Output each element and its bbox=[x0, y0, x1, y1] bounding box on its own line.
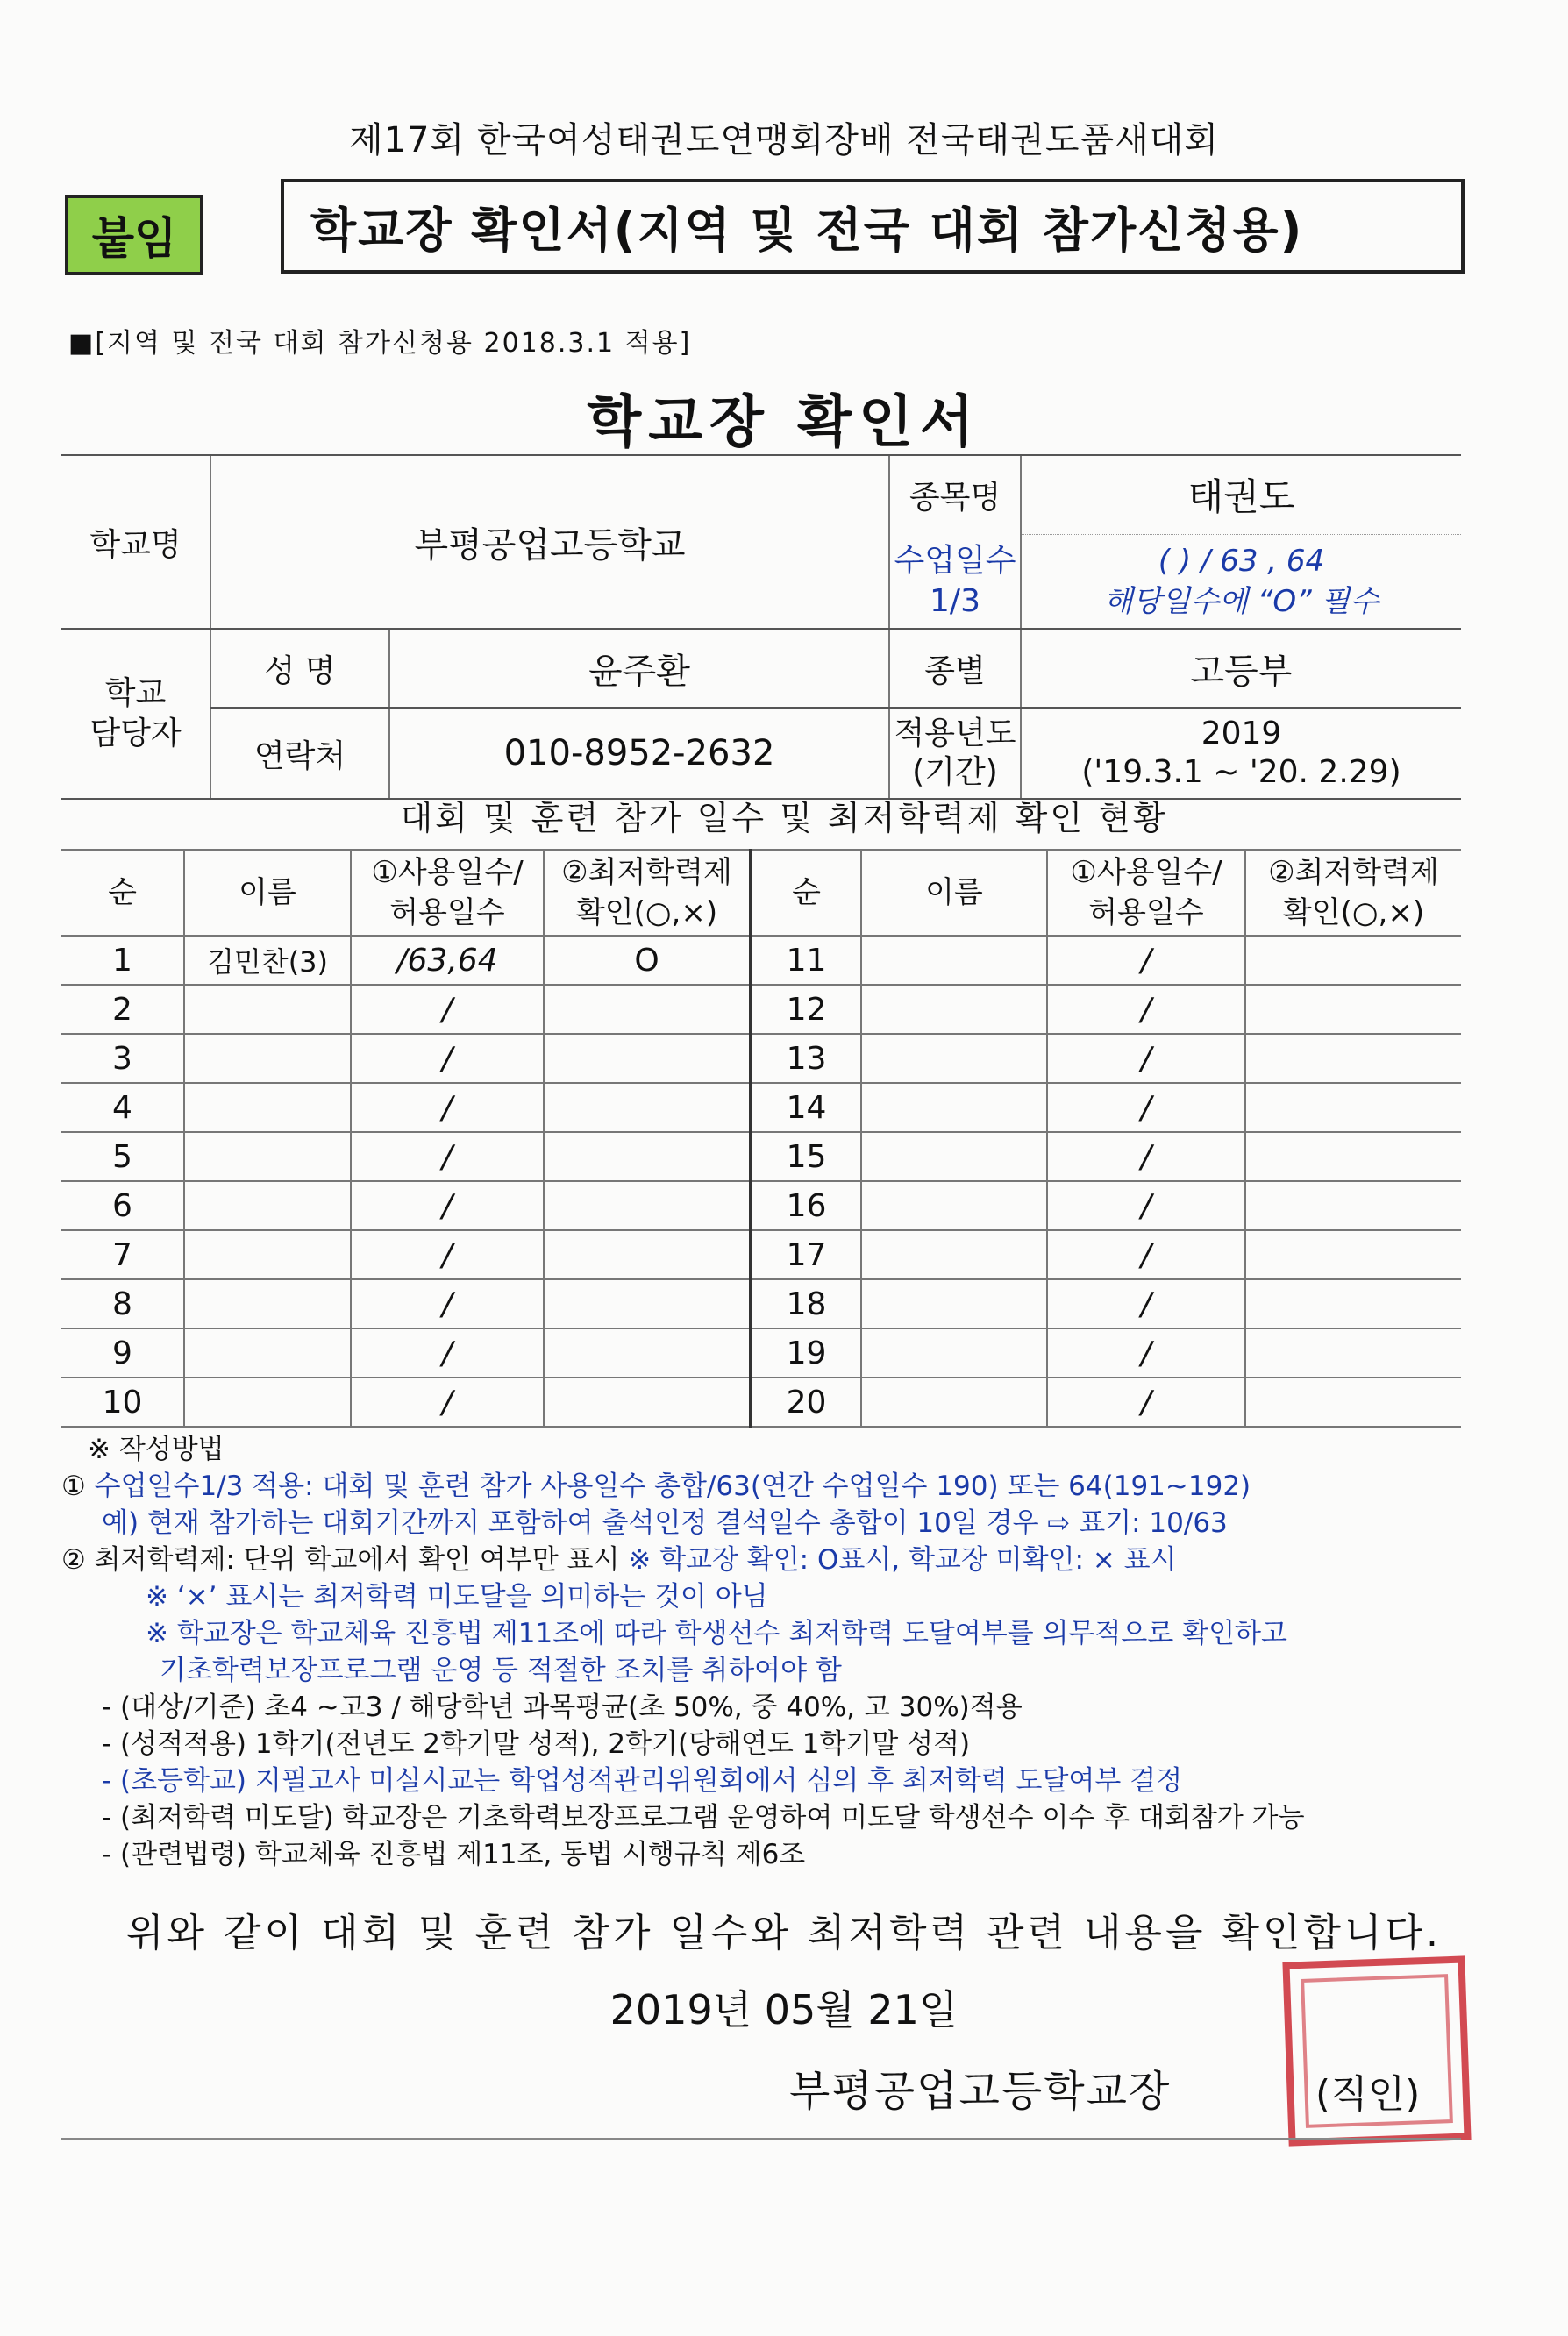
instruction-2 bbox=[61, 1542, 1473, 1578]
row-number-right: 19 bbox=[751, 1328, 861, 1378]
participant-name-right bbox=[861, 985, 1047, 1034]
academic-check-right bbox=[1245, 936, 1461, 985]
instruction-2-num: ② bbox=[61, 1544, 86, 1576]
participant-name-left bbox=[184, 1034, 351, 1083]
participant-name-right bbox=[861, 936, 1047, 985]
academic-check-right bbox=[1245, 1181, 1461, 1230]
class-days-value-1: ( ) / 63 , 64 bbox=[1158, 543, 1325, 579]
used-days-left: / bbox=[351, 1230, 544, 1279]
row-number-left: 10 bbox=[61, 1378, 184, 1427]
contact-label-1: 학교 bbox=[104, 675, 167, 711]
header-no-right: 순 bbox=[751, 850, 861, 936]
header-check-left-1: ②최저학력제 bbox=[561, 855, 732, 890]
header-days-left bbox=[351, 850, 544, 936]
academic-check-left bbox=[544, 1230, 751, 1279]
used-days-right: / bbox=[1047, 1132, 1245, 1181]
academic-check-right bbox=[1245, 1230, 1461, 1279]
header-days-right-1: ①사용일수/ bbox=[1070, 855, 1222, 890]
class-days-label-1: 수업일수 bbox=[894, 542, 1016, 579]
class-days-label-2: 1/3 bbox=[930, 582, 980, 619]
instruction-1-example: 예) 현재 참가하는 대회기간까지 포함하여 출석인정 결석일수 총합이 10일 경우 ⇨ 표기: 10/63 bbox=[102, 1507, 1228, 1539]
row-number-right: 20 bbox=[751, 1378, 861, 1427]
instruction-1 bbox=[61, 1468, 1473, 1505]
used-days-left: / bbox=[351, 985, 544, 1034]
attachment-badge: 붙임 bbox=[65, 195, 203, 275]
phone-value: 010-8952-2632 bbox=[389, 708, 889, 799]
used-days-left: / bbox=[351, 1378, 544, 1427]
instruction-2-label: 최저학력제: 단위 학교에서 확인 여부만 표시 bbox=[94, 1544, 620, 1576]
academic-check-left: O bbox=[544, 936, 751, 985]
participant-name-left bbox=[184, 1132, 351, 1181]
division-value: 고등부 bbox=[1021, 629, 1461, 708]
used-days-left: / bbox=[351, 1132, 544, 1181]
note-not-failing: ※ ‘×’ 표시는 최저학력 미도달을 의미하는 것이 아님 bbox=[146, 1581, 768, 1613]
participant-name-right bbox=[861, 1083, 1047, 1132]
school-label: 학교명 bbox=[61, 455, 210, 629]
academic-check-right bbox=[1245, 1279, 1461, 1328]
academic-check-right bbox=[1245, 1378, 1461, 1427]
instructions-heading: ※ 작성방법 bbox=[88, 1434, 225, 1465]
row-number-left: 2 bbox=[61, 985, 184, 1034]
row-number-left: 8 bbox=[61, 1279, 184, 1328]
participant-name-right bbox=[861, 1034, 1047, 1083]
row-number-right: 18 bbox=[751, 1279, 861, 1328]
participant-name-right bbox=[861, 1378, 1047, 1427]
row-number-right: 16 bbox=[751, 1181, 861, 1230]
rule-not-reached: - (최저학력 미도달) 학교장은 기초학력보장프로그램 운영하여 미도달 학생선수 이수 후 대회참가 가능 bbox=[102, 1802, 1305, 1834]
table-row bbox=[61, 1083, 1461, 1132]
year-value bbox=[1021, 708, 1461, 799]
event-title: 제17회 한국여성태권도연맹회장배 전국태권도품새대회 bbox=[348, 120, 1220, 160]
row-number-right: 13 bbox=[751, 1034, 861, 1083]
row-number-left: 6 bbox=[61, 1181, 184, 1230]
participant-name-right bbox=[861, 1230, 1047, 1279]
table-row bbox=[61, 1230, 1461, 1279]
used-days-right: / bbox=[1047, 1328, 1245, 1378]
participant-name-left bbox=[184, 1279, 351, 1328]
year-label-2: (기간) bbox=[912, 754, 998, 790]
row-number-left: 7 bbox=[61, 1230, 184, 1279]
division-label: 종별 bbox=[889, 629, 1021, 708]
table-row bbox=[61, 1132, 1461, 1181]
participant-name-left bbox=[184, 1181, 351, 1230]
academic-check-right bbox=[1245, 1034, 1461, 1083]
sport-label: 종목명 bbox=[889, 455, 1021, 534]
header-check-left-2: 확인(○,×) bbox=[575, 895, 718, 930]
header-name-left: 이름 bbox=[184, 850, 351, 936]
instruction-2-text: ※ 학교장 확인: O표시, 학교장 미확인: × 표시 bbox=[619, 1544, 1177, 1576]
year-label-1: 적용년도 bbox=[894, 716, 1016, 751]
header-check-left bbox=[544, 850, 751, 936]
form-title-box: 학교장 확인서(지역 및 전국 대회 참가신청용) bbox=[281, 179, 1465, 274]
participant-name-right bbox=[861, 1279, 1047, 1328]
year-value-2: ('19.3.1 ~ '20. 2.29) bbox=[1081, 754, 1401, 790]
header-days-right bbox=[1047, 850, 1245, 936]
name-label: 성 명 bbox=[210, 629, 389, 708]
participant-name-left bbox=[184, 985, 351, 1034]
used-days-right: / bbox=[1047, 985, 1245, 1034]
participant-name-left bbox=[184, 1230, 351, 1279]
academic-check-left bbox=[544, 1279, 751, 1328]
used-days-left: / bbox=[351, 1034, 544, 1083]
school-name: 부평공업고등학교 bbox=[210, 455, 889, 629]
sport-value: 태권도 bbox=[1021, 455, 1461, 534]
row-number-left: 1 bbox=[61, 936, 184, 985]
table-row bbox=[61, 1181, 1461, 1230]
academic-check-right bbox=[1245, 1132, 1461, 1181]
used-days-right: / bbox=[1047, 1034, 1245, 1083]
header-name-right: 이름 bbox=[861, 850, 1047, 936]
used-days-right: / bbox=[1047, 1083, 1245, 1132]
row-number-right: 17 bbox=[751, 1230, 861, 1279]
academic-check-left bbox=[544, 985, 751, 1034]
seal-label: (직인) bbox=[1315, 2072, 1421, 2117]
issue-date: 2019년 05월 21일 bbox=[609, 1986, 959, 2033]
header-check-right-1: ②최저학력제 bbox=[1268, 855, 1439, 890]
principal-name: 부평공업고등학교장 bbox=[789, 2067, 1172, 2116]
instruction-1-text: 대회 및 훈련 참가 사용일수 총합/63(연간 수업일수 190) 또는 64(191~192) bbox=[313, 1471, 1251, 1502]
document-title: 학교장 확인서 bbox=[587, 390, 981, 455]
used-days-right: / bbox=[1047, 1230, 1245, 1279]
header-no-left: 순 bbox=[61, 850, 184, 936]
phone-label: 연락처 bbox=[210, 708, 389, 799]
row-number-left: 9 bbox=[61, 1328, 184, 1378]
instruction-1-num: ① bbox=[61, 1471, 86, 1502]
used-days-right: / bbox=[1047, 1279, 1245, 1328]
participant-name-left: 김민찬(3) bbox=[184, 936, 351, 985]
participant-name-right bbox=[861, 1181, 1047, 1230]
row-number-right: 15 bbox=[751, 1132, 861, 1181]
year-value-1: 2019 bbox=[1201, 716, 1282, 751]
contact-label bbox=[61, 629, 210, 799]
academic-check-left bbox=[544, 1328, 751, 1378]
contact-label-2: 담당자 bbox=[89, 716, 182, 751]
table-row bbox=[61, 936, 1461, 985]
header-days-right-2: 허용일수 bbox=[1088, 895, 1204, 930]
table-row bbox=[61, 985, 1461, 1034]
academic-check-left bbox=[544, 1132, 751, 1181]
row-number-left: 4 bbox=[61, 1083, 184, 1132]
used-days-right: / bbox=[1047, 1181, 1245, 1230]
bottom-divider bbox=[61, 2138, 1461, 2140]
class-days-value-2: 해당일수에 “O” 필수 bbox=[1103, 583, 1379, 619]
table-row bbox=[61, 1328, 1461, 1378]
rule-target: - (대상/기준) 초4 ~고3 / 해당학년 과목평균(초 50%, 중 40%, 고 30%)적용 bbox=[102, 1691, 1023, 1723]
used-days-left: / bbox=[351, 1279, 544, 1328]
rule-grade-period: - (성적적용) 1학기(전년도 2학기말 성적), 2학기(당해연도 1학기말 성적) bbox=[102, 1728, 971, 1760]
table-row bbox=[61, 1034, 1461, 1083]
row-number-right: 11 bbox=[751, 936, 861, 985]
apply-note: ■[지역 및 전국 대회 참가신청용 2018.3.1 적용] bbox=[68, 328, 692, 359]
used-days-left: / bbox=[351, 1083, 544, 1132]
academic-check-right bbox=[1245, 985, 1461, 1034]
academic-check-right bbox=[1245, 1083, 1461, 1132]
academic-check-left bbox=[544, 1378, 751, 1427]
header-days-left-2: 허용일수 bbox=[389, 895, 505, 930]
participant-name-left bbox=[184, 1083, 351, 1132]
row-number-right: 14 bbox=[751, 1083, 861, 1132]
name-value: 윤주환 bbox=[389, 629, 889, 708]
participant-name-right bbox=[861, 1328, 1047, 1378]
participant-name-left bbox=[184, 1378, 351, 1427]
participation-table bbox=[61, 849, 1461, 1428]
year-label bbox=[889, 708, 1021, 799]
row-number-left: 3 bbox=[61, 1034, 184, 1083]
table-row bbox=[61, 1279, 1461, 1328]
row-number-right: 12 bbox=[751, 985, 861, 1034]
used-days-right: / bbox=[1047, 1378, 1245, 1427]
note-duty-b: 기초학력보장프로그램 운영 등 적절한 조치를 취하여야 함 bbox=[160, 1655, 842, 1686]
header-check-right-2: 확인(○,×) bbox=[1282, 895, 1425, 930]
used-days-left: / bbox=[351, 1181, 544, 1230]
section-title: 대회 및 훈련 참가 일수 및 최저학력제 확인 현황 bbox=[400, 799, 1168, 837]
class-days-value bbox=[1021, 534, 1461, 629]
used-days-right: / bbox=[1047, 936, 1245, 985]
header-days-left-1: ①사용일수/ bbox=[371, 855, 524, 890]
header-check-right bbox=[1245, 850, 1461, 936]
instruction-1-label: 수업일수1/3 적용: bbox=[94, 1471, 314, 1502]
rule-elementary: - (초등학교) 지필고사 미실시교는 학업성적관리위원회에서 심의 후 최저학력 도달여부 결정 bbox=[102, 1765, 1183, 1797]
used-days-left: / bbox=[351, 1328, 544, 1378]
used-days-left: /63,64 bbox=[351, 936, 544, 985]
participant-name-left bbox=[184, 1328, 351, 1378]
row-number-left: 5 bbox=[61, 1132, 184, 1181]
writing-instructions bbox=[61, 1431, 1473, 1873]
participant-name-right bbox=[861, 1132, 1047, 1181]
note-duty-a: ※ 학교장은 학교체육 진흥법 제11조에 따라 학생선수 최저학력 도달여부를 의무적으로 확인하고 bbox=[146, 1618, 1287, 1649]
academic-check-right bbox=[1245, 1328, 1461, 1378]
rule-law: - (관련법령) 학교체육 진흥법 제11조, 동법 시행규칙 제6조 bbox=[102, 1839, 806, 1870]
academic-check-left bbox=[544, 1181, 751, 1230]
confirmation-text: 위와 같이 대회 및 훈련 참가 일수와 최저학력 관련 내용을 확인합니다. bbox=[126, 1911, 1442, 1955]
class-days-label bbox=[889, 534, 1021, 629]
academic-check-left bbox=[544, 1083, 751, 1132]
academic-check-left bbox=[544, 1034, 751, 1083]
table-row bbox=[61, 1378, 1461, 1427]
info-table bbox=[61, 454, 1461, 800]
